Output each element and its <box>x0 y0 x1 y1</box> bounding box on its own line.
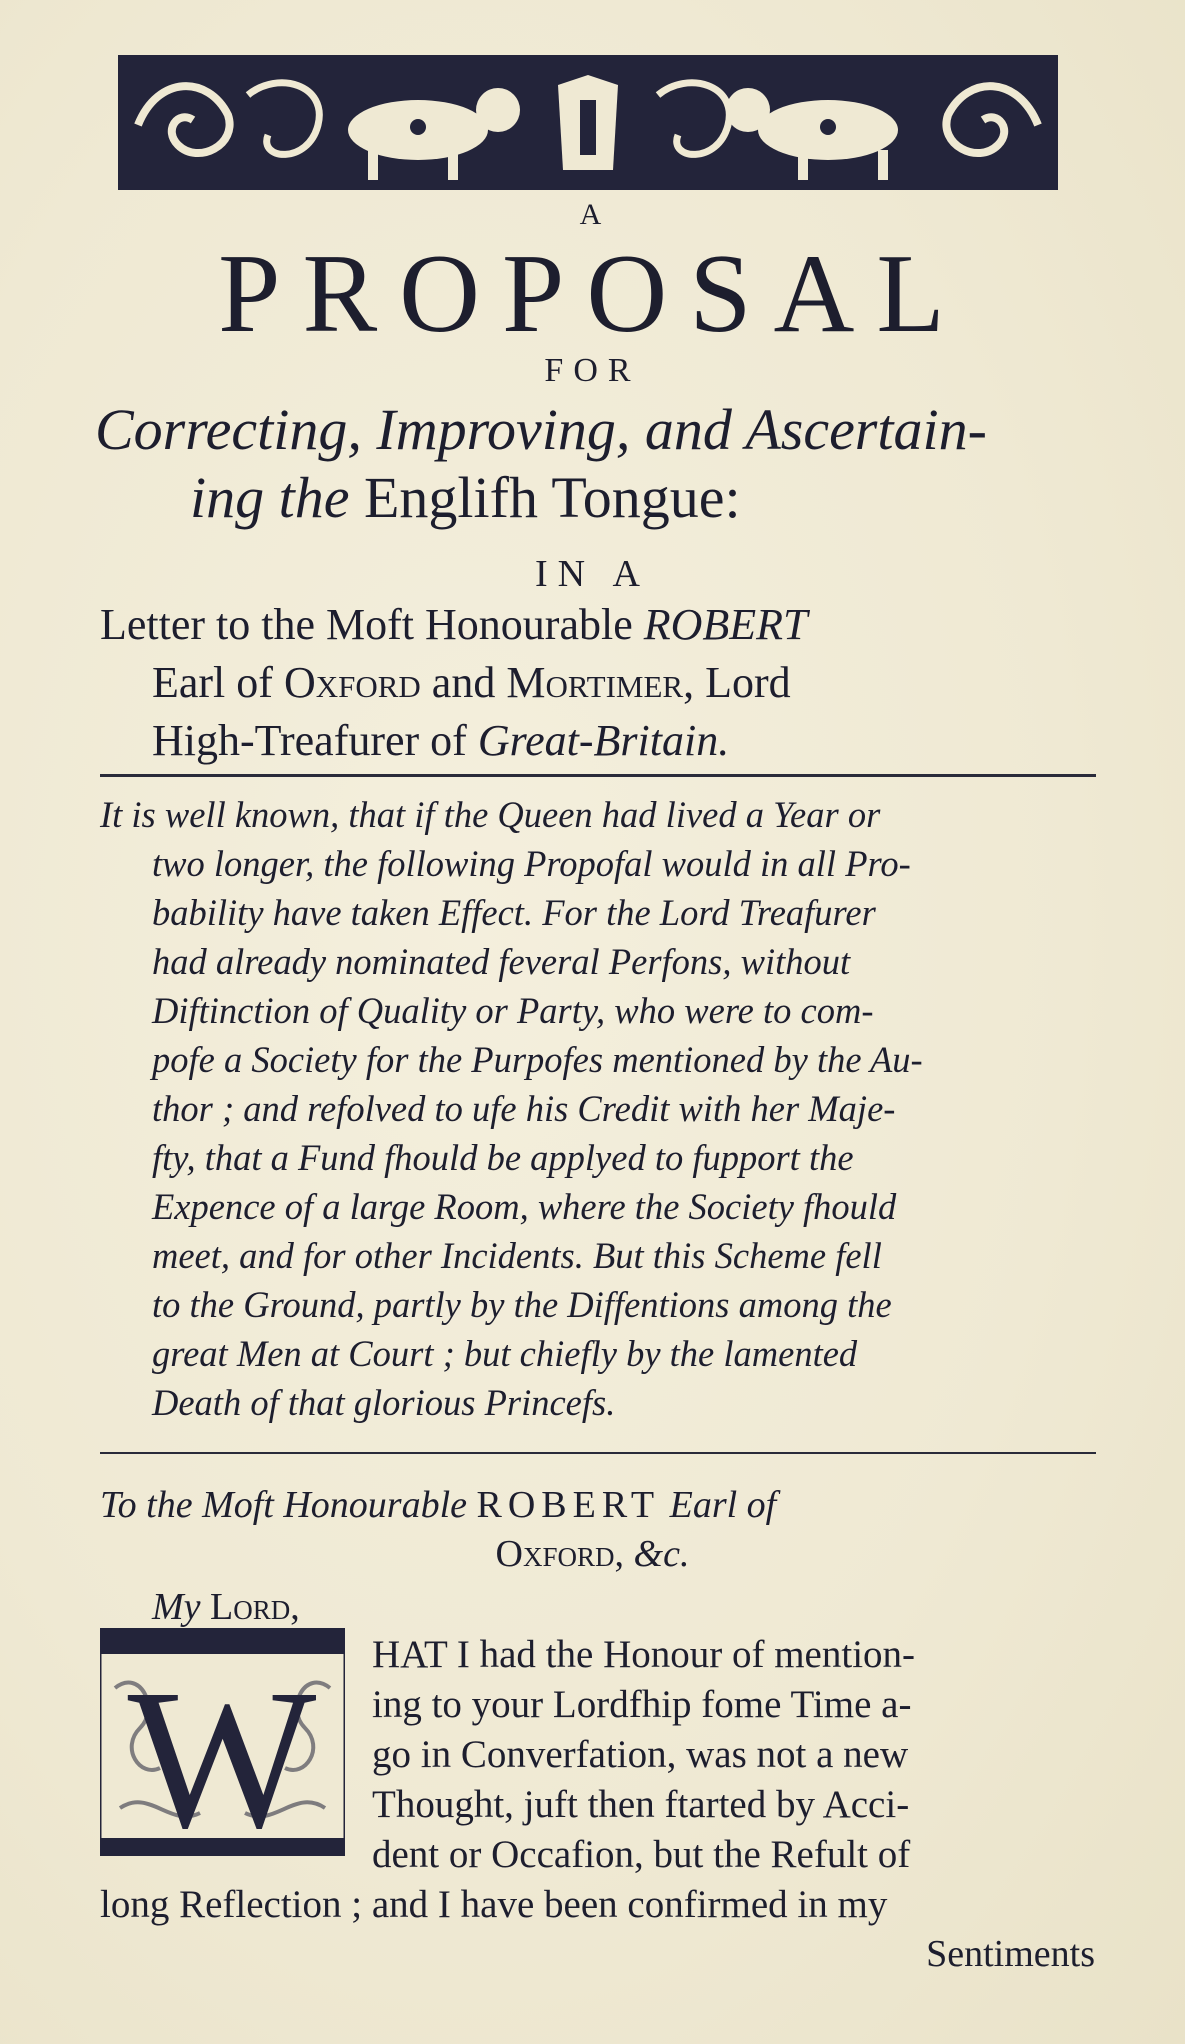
address-lord: Lord <box>705 658 791 707</box>
notice-line: It is well known, that if the Queen had lived a Year or <box>100 794 881 835</box>
notice-line: bability have taken Effect. For the Lord Treafurer <box>152 892 876 933</box>
notice-line: two longer, the following Propofal would in all Pro- <box>152 843 911 884</box>
salutation <box>152 1585 300 1629</box>
dedication-oxford: Oxford, <box>495 1533 625 1575</box>
notice-line: pofe a Society for the Purpofes mentioned by the Au- <box>152 1039 923 1080</box>
article-a: A <box>579 198 606 231</box>
dedication-robert: ROBERT <box>476 1484 661 1526</box>
salutation-lord: Lord, <box>210 1586 300 1628</box>
dedication-earl-of: Earl of <box>669 1484 777 1526</box>
notice-line: had already nominated feveral Perfons, without <box>152 941 851 982</box>
catchword: Sentiments <box>926 1933 1095 1975</box>
headpiece-ornament <box>118 55 1058 190</box>
body-line: dent or Occafion, but the Refult of <box>372 1833 911 1876</box>
address-robert: ROBERT <box>643 600 808 649</box>
address-treasurer: High-Treafurer of <box>152 716 467 765</box>
body-full-line: long Reflection ; and I have been confirmed in my <box>100 1883 888 1926</box>
address-oxford: Oxford <box>283 658 421 707</box>
dedication-etc: &c. <box>633 1533 690 1575</box>
subtitle-roman: Englifh Tongue: <box>363 465 741 530</box>
address-great-britain: Great-Britain. <box>477 716 730 765</box>
address-earl-of: Earl of <box>152 658 273 707</box>
body-line: go in Converfation, was not a new <box>372 1733 909 1776</box>
address-line-1-roman: Letter to the Moft Honourable <box>100 600 633 649</box>
notice-line: Death of that glorious Princefs. <box>152 1382 616 1423</box>
address-mortimer: Mortimer, <box>506 658 695 707</box>
top-rule <box>100 774 1096 777</box>
notice-line: great Men at Court ; but chiefly by the lamented <box>152 1333 858 1374</box>
dedication-line-2 <box>0 1532 1185 1576</box>
page-title: PROPOSAL <box>218 232 967 356</box>
in-a-line: IN A <box>535 553 650 595</box>
address-line-3 <box>100 712 808 770</box>
notice-line: Expence of a large Room, where the Society fhould <box>152 1186 897 1227</box>
address-block <box>100 596 808 770</box>
subtitle-italic: ing the <box>190 465 350 530</box>
bottom-rule <box>100 1452 1096 1454</box>
salutation-my: My <box>152 1586 201 1628</box>
dedication-to: To the Moft Honourable <box>100 1484 467 1526</box>
dedication-line-1 <box>100 1480 1096 1530</box>
notice-line: fty, that a Fund fhould be applyed to fupport the <box>152 1137 854 1178</box>
body-paragraph <box>372 1630 1094 1880</box>
body-line: ing to your Lordfhip fome Time a- <box>372 1683 912 1726</box>
address-line-1 <box>100 596 808 654</box>
notice-line: meet, and for other Incidents. But this Scheme fell <box>152 1235 882 1276</box>
for-line: FOR <box>544 352 641 389</box>
address-and: and <box>431 658 496 707</box>
editorial-notice <box>100 790 1096 1427</box>
subtitle-line-1: Correcting, Improving, and Ascertain- <box>95 397 987 462</box>
notice-line: Diftinction of Quality or Party, who were to com- <box>152 990 874 1031</box>
body-line: Thought, juft then ftarted by Acci- <box>372 1783 910 1826</box>
notice-line: to the Ground, partly by the Diffentions among the <box>152 1284 892 1325</box>
body-line: HAT I had the Honour of mention- <box>372 1633 916 1676</box>
notice-line: thor ; and refolved to ufe his Credit with her Maje- <box>152 1088 896 1129</box>
subtitle-line-2 <box>190 466 741 530</box>
drop-cap-ornament <box>100 1628 345 1856</box>
drop-cap-letter: W <box>127 1649 317 1856</box>
address-line-2 <box>100 654 808 712</box>
